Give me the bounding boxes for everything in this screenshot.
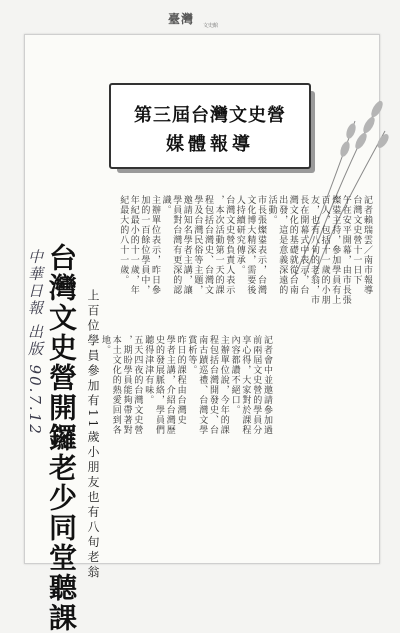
article-upper-line: 灣文化的基礎就從台南 <box>287 195 298 295</box>
article-upper-line: 記者賴瑞雲／南市報導 <box>362 195 372 295</box>
article-upper-line: ，本次活動第一天的課 <box>213 195 224 295</box>
article-upper-line: 紀最大的八十一歲。 <box>118 195 129 285</box>
article-lower-line: 程包括台灣開發史、台 <box>208 335 218 435</box>
article-lower-line: 學者主講，介紹台灣歷 <box>164 335 175 435</box>
article-lower-line: ，期盼學員能夠帶著對 <box>121 335 132 435</box>
article-upper-line: 加的一百餘位學員中， <box>139 195 150 295</box>
article-lower-line: 五天四夜的台灣文史營 <box>132 335 143 435</box>
article-lower-line: 享心得，大家對於課程 <box>240 335 251 435</box>
article-upper-line: 程包括台灣史、台灣文 <box>203 195 213 295</box>
article-lower-line: 前兩屆文史營的學員分 <box>251 335 262 435</box>
article-upper-line: 識。 <box>160 195 171 215</box>
article-upper-line: 台灣文史營十一日下 <box>351 195 362 285</box>
article-upper-line: 學員對台灣有更深的認 <box>171 195 182 295</box>
article-lower-line: 主辦單位說，今年的課 <box>218 335 229 435</box>
article-lower-line: 昨日的課程由台灣史 <box>175 335 186 425</box>
article-upper-line: 人持續研究傳承。 <box>234 195 245 275</box>
article-upper-line: 長在開幕式中表示，台 <box>298 195 309 295</box>
article-lower-line: 內容都讚不絕口。 <box>229 335 240 415</box>
handwritten-source-note: 中華日報 出版 90.7.12 <box>26 249 44 436</box>
article-upper-line: 學及台灣民俗等主題， <box>192 195 203 295</box>
article-upper-line: 邀請知名學者主講，讓 <box>181 195 192 295</box>
article-lower-line: 記者會中並邀請參加過 <box>262 335 272 435</box>
article-upper-line: 出發，這是意義深遠的 <box>277 195 288 295</box>
banner-box <box>109 83 311 169</box>
article-upper-line: 百人，包括十一歲的小朋 <box>319 195 330 305</box>
article-lower-line: 賞析等。 <box>186 335 197 375</box>
article-upper-line: 年紀最小的十一歲，年 <box>128 195 139 295</box>
clipping-page <box>24 34 380 633</box>
banner-title-line2: 媒體報導 <box>166 134 254 155</box>
article-lower-line: 史的發展脈絡，學員們 <box>154 335 164 435</box>
article-upper-line: 燦鍙主持，參加學員有上 <box>330 195 341 305</box>
masthead-logo: 臺灣 <box>168 12 195 26</box>
article-upper-line: 主辦單位表示，昨日參 <box>150 195 160 295</box>
article-lower-line: 本土文化的熱愛回到各 <box>110 335 121 435</box>
article-lower-line: 南古蹟巡禮、台灣文學 <box>197 335 208 435</box>
masthead-subtitle: 文史館 <box>203 23 219 29</box>
article-upper-line: 市長張燦鍙表示，台灣 <box>256 195 266 295</box>
banner-title-line1: 第三屆台灣文史營 <box>134 105 286 126</box>
article-upper-line: 台灣文史營負責人表示 <box>224 195 235 295</box>
article-upper-line: 文化博大精深，需要後 <box>245 195 256 295</box>
article-upper-line: 友，也有八旬的老翁，市 <box>309 195 319 305</box>
article-upper-line: 活動。 <box>266 195 277 225</box>
article-lower-line: 地。 <box>100 335 110 355</box>
article-lower-line: 聽得津津有味。 <box>143 335 154 405</box>
headline-main: 台灣文史營開鑼老少同堂聽課 <box>45 243 78 633</box>
article-upper-line: 午在安平開幕，由市長張 <box>340 195 351 305</box>
headline-subtitle: 上百位學員參加有11歲小朋友也有八旬老翁 <box>86 289 100 581</box>
